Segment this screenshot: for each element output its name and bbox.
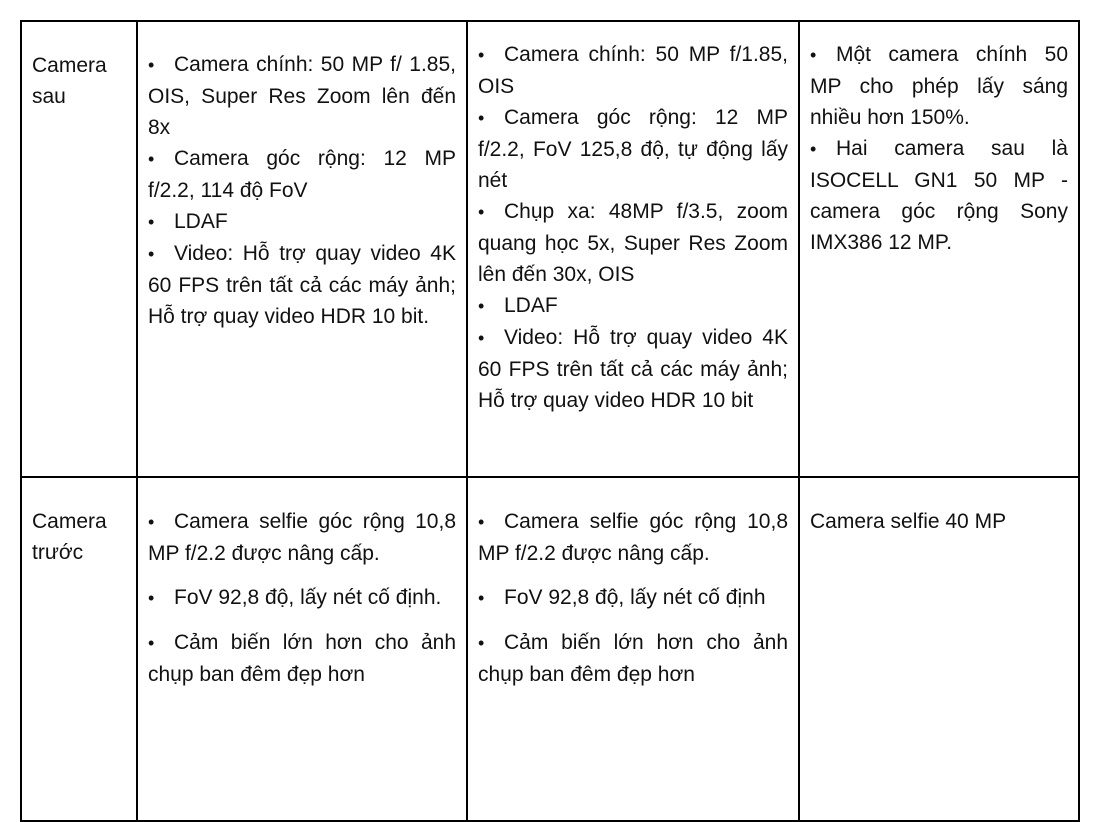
bullet-icon: • — [148, 633, 155, 653]
row-label-rear-camera: Camera sau — [32, 54, 107, 108]
list-item: • Camera selfie góc rộng 10,8 MP f/2.2 được nâng cấp. — [148, 506, 456, 569]
row-label-front-camera: Camera trước — [32, 510, 107, 564]
spec-cell-front-phone-1 — [137, 477, 467, 821]
bullet-icon: • — [810, 139, 817, 159]
bullet-icon: • — [148, 244, 155, 264]
bullet-icon: • — [478, 108, 485, 128]
list-item: • LDAF — [478, 290, 788, 322]
bullet-icon: • — [810, 45, 817, 65]
list-item: • Chụp xa: 48MP f/3.5, zoom quang học 5x, Super Res Zoom lên đến 30x, OIS — [478, 196, 788, 290]
spec-cell-front-phone-2 — [467, 477, 799, 821]
bullet-icon: • — [148, 149, 155, 169]
bullet-icon: • — [478, 633, 485, 653]
list-item: • Camera chính: 50 MP f/ 1.85, OIS, Super Res Zoom lên đến 8x — [148, 49, 456, 143]
bullet-icon: • — [148, 588, 155, 608]
table-row-rear-camera — [21, 21, 1079, 477]
spec-cell-rear-phone-1 — [137, 21, 467, 477]
bullet-icon: • — [478, 512, 485, 532]
bullet-icon: • — [148, 212, 155, 232]
list-item: • FoV 92,8 độ, lấy nét cố định — [478, 582, 788, 614]
bullet-icon: • — [478, 328, 485, 348]
row-label-cell — [21, 21, 137, 477]
list-item: • FoV 92,8 độ, lấy nét cố định. — [148, 582, 456, 614]
list-item: • Một camera chính 50 MP cho phép lấy sáng nhiều hơn 150%. — [810, 39, 1068, 133]
bullet-icon: • — [478, 45, 485, 65]
bullet-icon: • — [148, 55, 155, 75]
spec-cell-rear-phone-2 — [467, 21, 799, 477]
bullet-icon: • — [148, 512, 155, 532]
list-item: • Camera góc rộng: 12 MP f/2.2, 114 độ FoV — [148, 143, 456, 206]
list-item: • Video: Hỗ trợ quay video 4K 60 FPS trên tất cả các máy ảnh; Hỗ trợ quay video HDR 10 bit. — [148, 238, 456, 332]
list-item: • Camera selfie góc rộng 10,8 MP f/2.2 được nâng cấp. — [478, 506, 788, 569]
list-item: • LDAF — [148, 206, 456, 238]
list-item: • Cảm biến lớn hơn cho ảnh chụp ban đêm đẹp hơn — [148, 627, 456, 690]
camera-spec-table — [20, 20, 1080, 822]
spec-cell-rear-phone-3 — [799, 21, 1079, 477]
list-item: • Cảm biến lớn hơn cho ảnh chụp ban đêm đẹp hơn — [478, 627, 788, 690]
bullet-icon: • — [478, 296, 485, 316]
table-row-front-camera — [21, 477, 1079, 821]
list-item: • Camera góc rộng: 12 MP f/2.2, FoV 125,8 độ, tự động lấy nét — [478, 102, 788, 196]
bullet-icon: • — [478, 588, 485, 608]
list-item: • Video: Hỗ trợ quay video 4K 60 FPS trên tất cả các máy ảnh; Hỗ trợ quay video HDR 10 bit — [478, 322, 788, 416]
row-label-cell — [21, 477, 137, 821]
spec-text: Camera selfie 40 MP — [810, 510, 1007, 533]
list-item: • Hai camera sau là ISOCELL GN1 50 MP - camera góc rộng Sony IMX386 12 MP. — [810, 133, 1068, 258]
bullet-icon: • — [478, 202, 485, 222]
list-item: • Camera chính: 50 MP f/1.85, OIS — [478, 39, 788, 102]
spec-cell-front-phone-3 — [799, 477, 1079, 821]
